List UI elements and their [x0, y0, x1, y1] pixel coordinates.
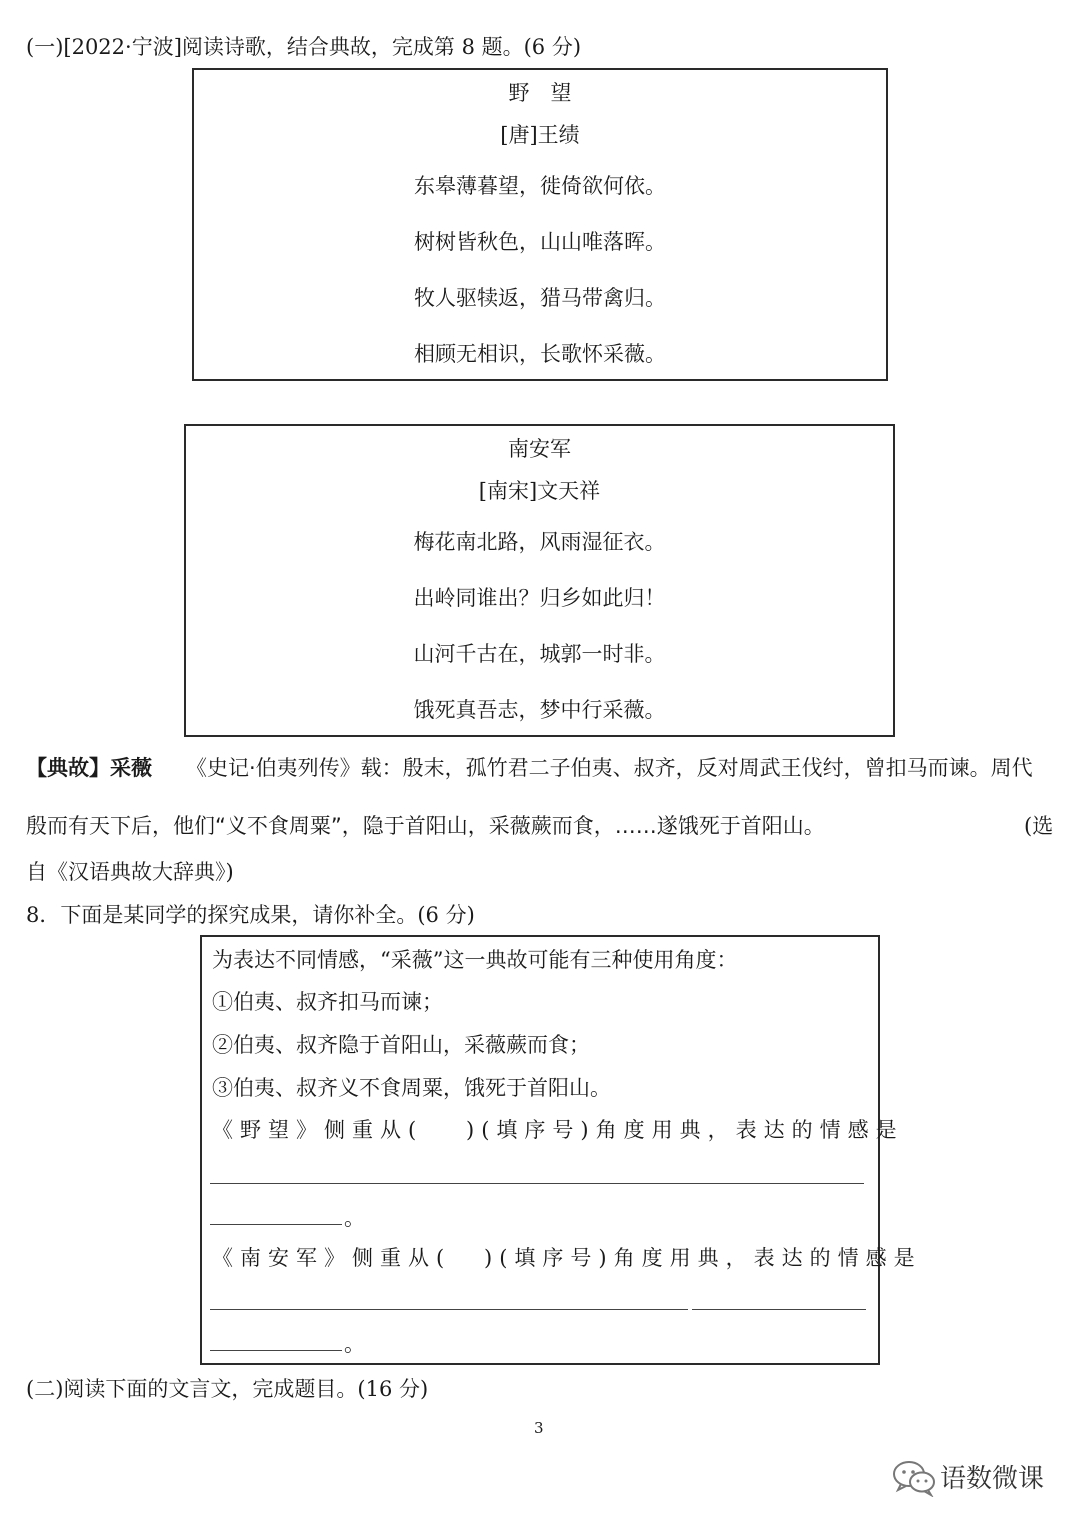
fill1-answer-line[interactable] [210, 1183, 864, 1184]
poem1-title: 野 望 [508, 81, 572, 105]
poem1-line: 树树皆秋色，山山唯落晖。 [414, 230, 666, 254]
poem2-line: 出岭同谁出？归乡如此归！ [413, 586, 666, 610]
fill2-prefix: 《南安军》侧重从( [212, 1246, 452, 1270]
answer-box [200, 935, 922, 1365]
poem2-box [184, 424, 895, 737]
allusion-line2-tail: (选 [1024, 814, 1054, 838]
option-item: ①伯夷、叔齐扣马而谏； [212, 990, 443, 1014]
fill2-answer-line-right[interactable] [692, 1309, 866, 1310]
fill2-period: 。 [344, 1332, 365, 1356]
question8-stem: 8．下面是某同学的探究成果，请你补全。(6 分) [26, 903, 475, 927]
poem1-line: 牧人驱犊返，猎马带禽归。 [414, 286, 666, 310]
poem2-line: 梅花南北路，风雨湿征衣。 [413, 530, 666, 554]
allusion-label: 【典故】采薇 [26, 756, 152, 780]
wechat-icon [892, 1459, 936, 1497]
fill2-answer-line[interactable] [210, 1309, 688, 1310]
poem2-line: 山河千古在，城郭一时非。 [413, 642, 666, 666]
fill1-answer-line-short[interactable] [210, 1224, 342, 1225]
option-item: ③伯夷、叔齐义不食周粟，饿死于首阳山。 [212, 1076, 611, 1100]
answer-intro: 为表达不同情感，“采薇”这一典故可能有三种使用角度： [212, 948, 738, 972]
watermark-text: 语数微课 [940, 1464, 1045, 1494]
poem1-line: 东皋薄暮望，徙倚欲何依。 [414, 174, 666, 198]
option-item: ②伯夷、叔齐隐于首阳山，采薇蕨而食； [212, 1033, 590, 1057]
fill1-period: 。 [344, 1206, 365, 1230]
section2-heading: (二)阅读下面的文言文，完成题目。(16 分) [26, 1377, 429, 1401]
fill1-number-blank[interactable] [408, 1117, 464, 1143]
poem1-line: 相顾无相识，长歌怀采薇。 [414, 342, 666, 366]
allusion-line2: 殷而有天下后，他们“义不食周粟”，隐于首阳山，采薇蕨而食，……遂饿死于首阳山。 [26, 814, 825, 838]
fill2-answer-line-short[interactable] [210, 1350, 342, 1351]
poem1-box [192, 68, 888, 381]
fill2-number-blank[interactable] [430, 1245, 482, 1271]
poem2-author: [南宋]文天祥 [478, 479, 601, 503]
poem2-line: 饿死真吾志，梦中行采薇。 [413, 698, 666, 722]
fill1-suffix: )(填序号)角度用典，表达的情感是 [466, 1118, 904, 1142]
allusion-source: 自《汉语典故大辞典》) [26, 860, 234, 884]
poem2-title: 南安军 [508, 437, 571, 461]
allusion-line1: 《史记·伯夷列传》载：殷末，孤竹君二子伯夷、叔齐，反对周武王伐纣，曾扣马而谏。周代 [186, 756, 1033, 780]
poem1-author: [唐]王绩 [500, 123, 580, 147]
fill1-prefix: 《野望》侧重从( [212, 1118, 424, 1142]
page-number: 3 [534, 1419, 544, 1437]
section1-heading: (一)[2022·宁波]阅读诗歌，结合典故，完成第 8 题。(6 分) [26, 35, 582, 59]
fill2-suffix: )(填序号)角度用典，表达的情感是 [484, 1246, 922, 1270]
watermark [892, 1455, 1062, 1505]
